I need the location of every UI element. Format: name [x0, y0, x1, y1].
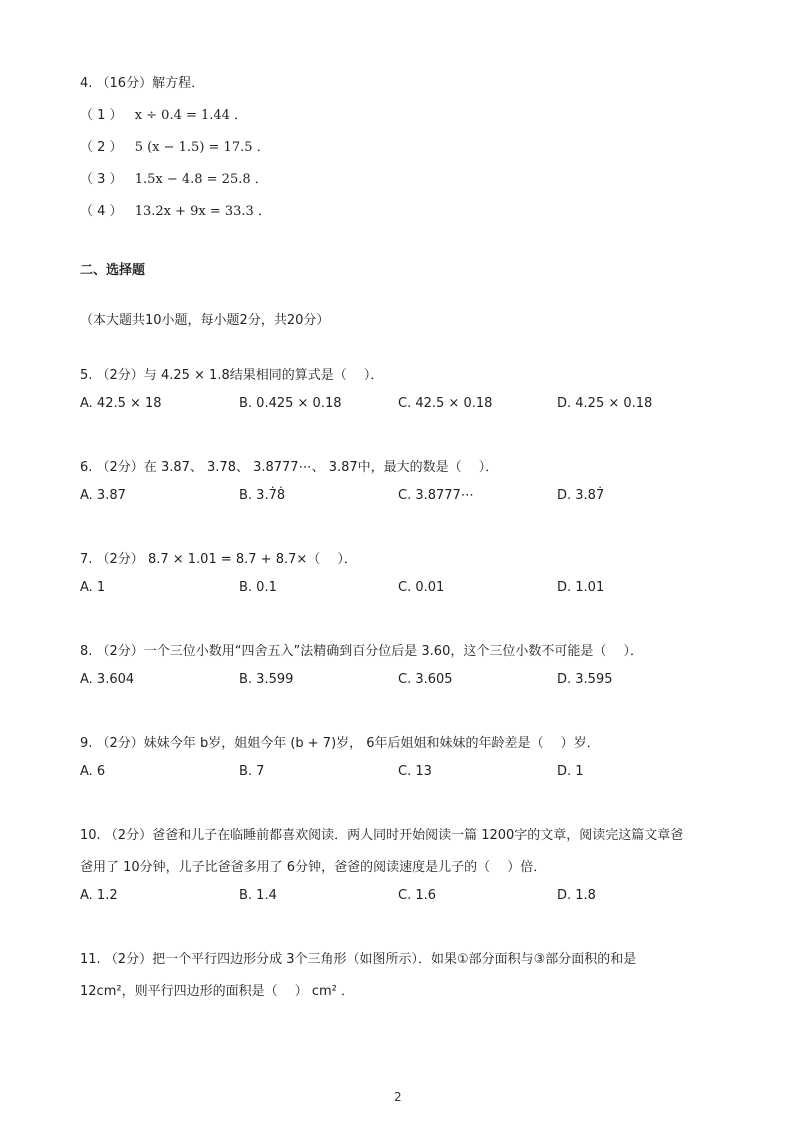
option-d[interactable]: D. 1.01 [557, 580, 605, 595]
option-b[interactable]: B. 0.425 × 0.18 [239, 396, 342, 411]
question-10-stem-cont: 爸用了 10分钟，儿子比爸爸多用了 6分钟，爸爸的阅读速度是儿子的（ ）倍． [80, 860, 547, 875]
equation: x ÷ 0.4 = 1.44 ． [134, 108, 248, 123]
option-d[interactable]: D. 4.25 × 0.18 [557, 396, 653, 411]
option-b[interactable]: B. 3.7̇8̇ [239, 488, 286, 503]
option-a[interactable]: A. 3.87 [80, 488, 126, 503]
item-number: （ 1 ） [80, 108, 123, 123]
option-a[interactable]: A. 3.604 [80, 672, 135, 687]
option-c[interactable]: C. 3.605 [398, 672, 453, 687]
option-a[interactable]: A. 1 [80, 580, 106, 595]
question-5-stem: 5. （2分）与 4.25 × 1.8结果相同的算式是（ ）． [80, 368, 384, 383]
question-11-stem-cont: 12cm²，则平行四边形的面积是（ ） cm² ． [80, 984, 354, 999]
item-number: （ 2 ） [80, 140, 123, 155]
option-b[interactable]: B. 7 [239, 764, 265, 779]
equation: 1.5x − 4.8 = 25.8 ． [134, 172, 268, 187]
option-a[interactable]: A. 1.2 [80, 888, 118, 903]
question-11-stem: 11. （2分）把一个平行四边形分成 3个三角形（如图所示）．如果①部分面积与③部分面积的和是 [80, 952, 637, 967]
question-6-stem: 6. （2分）在 3.87、 3.7̇8̇、 3.8777⋯、 3.87̇中，最大的数是（ ）． [80, 460, 499, 475]
option-d[interactable]: D. 1 [557, 764, 584, 779]
question-10-stem: 10. （2分）爸爸和儿子在临睡前都喜欢阅读．两人同时开始阅读一篇 1200字的文章，阅读完这篇文章爸 [80, 828, 684, 843]
item-number: （ 3 ） [80, 172, 123, 187]
option-b[interactable]: B. 0.1 [239, 580, 277, 595]
equation: 5 (x − 1.5) = 17.5 ． [134, 140, 270, 155]
option-b[interactable]: B. 3.599 [239, 672, 294, 687]
option-d[interactable]: D. 3.595 [557, 672, 613, 687]
question-8-stem: 8. （2分）一个三位小数用“四舍五入”法精确到百分位后是 3.60，这个三位小数不可能是（ ）． [80, 644, 643, 659]
option-d[interactable]: D. 1.8 [557, 888, 596, 903]
option-c[interactable]: C. 13 [398, 764, 432, 779]
q4-item-3 [80, 168, 268, 187]
option-a[interactable]: A. 42.5 × 18 [80, 396, 162, 411]
option-a[interactable]: A. 6 [80, 764, 106, 779]
q4-title: 4. （16分）解方程． [80, 76, 205, 91]
q4-item-1 [80, 104, 247, 123]
q4-item-4 [80, 200, 271, 219]
section-title: 二、选择题 [80, 263, 146, 278]
question-7-stem: 7. （2分） 8.7 × 1.01 = 8.7 + 8.7×（ ）． [80, 552, 357, 567]
option-c[interactable]: C. 1.6 [398, 888, 437, 903]
option-c[interactable]: C. 0.01 [398, 580, 445, 595]
item-number: （ 4 ） [80, 204, 123, 219]
section-note: （本大题共10小题，每小题2分，共20分） [80, 313, 330, 328]
option-b[interactable]: B. 1.4 [239, 888, 277, 903]
page-number: 2 [394, 1090, 402, 1104]
equation: 13.2x + 9x = 33.3 ． [134, 204, 271, 219]
q4-item-2 [80, 136, 270, 155]
option-c[interactable]: C. 3.8777⋯ [398, 488, 474, 503]
option-c[interactable]: C. 42.5 × 0.18 [398, 396, 493, 411]
question-9-stem: 9. （2分）妹妹今年 b岁，姐姐今年 (b + 7)岁， 6年后姐姐和妹妹的年龄差是（ ）岁． [80, 736, 600, 751]
option-d[interactable]: D. 3.87̇ [557, 488, 605, 503]
